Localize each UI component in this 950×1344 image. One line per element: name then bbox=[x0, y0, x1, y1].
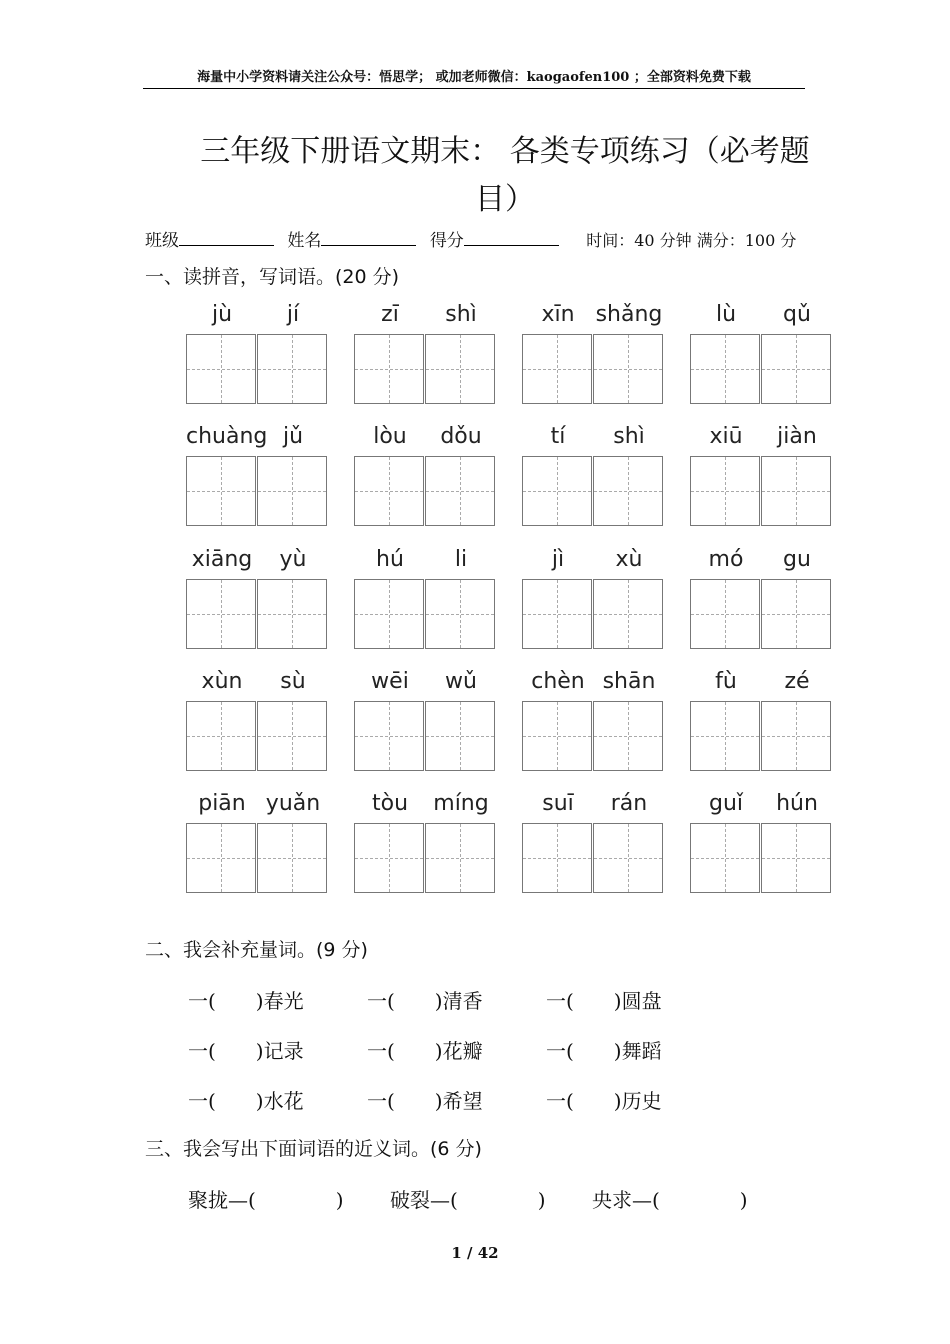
writing-cell[interactable] bbox=[593, 456, 663, 526]
name-blank[interactable] bbox=[321, 230, 416, 246]
writing-cell[interactable] bbox=[425, 579, 495, 649]
writing-cell[interactable] bbox=[522, 334, 592, 404]
measure-word-item[interactable]: 一( )春光 bbox=[188, 989, 304, 1013]
pinyin-label: piān bbox=[198, 791, 246, 816]
pinyin-label: jì bbox=[551, 547, 565, 572]
score-blank[interactable] bbox=[464, 230, 559, 246]
writing-cell[interactable] bbox=[186, 579, 256, 649]
writing-cell[interactable] bbox=[761, 701, 831, 771]
pinyin-label: li bbox=[454, 547, 468, 572]
pinyin-label: zī bbox=[381, 302, 399, 327]
pinyin-label: hún bbox=[776, 791, 818, 816]
pinyin-label: hú bbox=[376, 547, 404, 572]
writing-cell[interactable] bbox=[761, 456, 831, 526]
writing-cell[interactable] bbox=[257, 456, 327, 526]
pinyin-label: qǔ bbox=[783, 302, 811, 327]
page-header: 海量中小学资料请关注公众号：悟思学； 或加老师微信：kaogaofen100 ；全部资料免费下载 bbox=[143, 66, 805, 89]
writing-cell[interactable] bbox=[425, 334, 495, 404]
writing-cell[interactable] bbox=[257, 334, 327, 404]
writing-cell[interactable] bbox=[354, 579, 424, 649]
measure-word-item[interactable]: 一( )舞蹈 bbox=[546, 1039, 662, 1063]
title-line-2: 目） bbox=[475, 182, 535, 217]
class-label: 班级 bbox=[145, 231, 179, 251]
writing-cell[interactable] bbox=[425, 823, 495, 893]
pinyin-label: jí bbox=[286, 302, 300, 327]
measure-word-item[interactable]: 一( )花瓣 bbox=[367, 1039, 483, 1063]
pinyin-label: míng bbox=[433, 791, 489, 816]
pinyin-label: shì bbox=[613, 424, 645, 449]
pinyin-label: chèn bbox=[531, 669, 585, 694]
pinyin-label: xiū bbox=[709, 424, 743, 449]
writing-cell[interactable] bbox=[761, 579, 831, 649]
pinyin-label: rán bbox=[610, 791, 648, 816]
writing-cell[interactable] bbox=[593, 334, 663, 404]
measure-word-item[interactable]: 一( )水花 bbox=[188, 1089, 304, 1113]
pinyin-label: jù bbox=[211, 302, 233, 327]
page-number: 1 / 42 bbox=[451, 1244, 499, 1262]
writing-cell[interactable] bbox=[690, 334, 760, 404]
pinyin-label: lòu bbox=[373, 424, 407, 449]
writing-cell[interactable] bbox=[690, 579, 760, 649]
writing-cell[interactable] bbox=[522, 579, 592, 649]
page-title bbox=[200, 128, 810, 224]
pinyin-label: wēi bbox=[371, 669, 409, 694]
title-line-1: 三年级下册语文期末： 各类专项练习（必考题 bbox=[200, 134, 810, 169]
writing-cell[interactable] bbox=[425, 456, 495, 526]
name-label: 姓名 bbox=[287, 231, 322, 251]
measure-word-item[interactable]: 一( )清香 bbox=[367, 989, 483, 1013]
pinyin-label: xīn bbox=[541, 302, 575, 327]
section-3-title: 三、我会写出下面词语的近义词。(6 分) bbox=[145, 1138, 482, 1160]
score-label: 得分 bbox=[429, 231, 464, 251]
pinyin-label: shì bbox=[445, 302, 477, 327]
writing-cell[interactable] bbox=[186, 823, 256, 893]
writing-cell[interactable] bbox=[593, 823, 663, 893]
writing-cell[interactable] bbox=[522, 701, 592, 771]
writing-cell[interactable] bbox=[354, 456, 424, 526]
pinyin-label: lù bbox=[715, 302, 737, 327]
writing-cell[interactable] bbox=[354, 701, 424, 771]
pinyin-label: yù bbox=[279, 547, 307, 572]
section-1-title: 一、读拼音，写词语。(20 分) bbox=[145, 266, 400, 288]
pinyin-label: wǔ bbox=[445, 669, 477, 694]
writing-cell[interactable] bbox=[425, 701, 495, 771]
measure-word-item[interactable]: 一( )记录 bbox=[188, 1039, 304, 1063]
measure-word-item[interactable]: 一( )希望 bbox=[367, 1089, 483, 1113]
writing-cell[interactable] bbox=[522, 456, 592, 526]
writing-cell[interactable] bbox=[690, 701, 760, 771]
pinyin-label: gu bbox=[783, 547, 811, 572]
writing-cell[interactable] bbox=[593, 701, 663, 771]
synonym-item[interactable]: 央求—( ) bbox=[592, 1188, 748, 1212]
writing-cell[interactable] bbox=[257, 823, 327, 893]
time-info: 时间：40 分钟 满分：100 分 bbox=[586, 231, 797, 250]
writing-cell[interactable] bbox=[690, 456, 760, 526]
pinyin-label: yuǎn bbox=[265, 791, 321, 816]
student-info-line bbox=[145, 226, 845, 251]
measure-word-item[interactable]: 一( )历史 bbox=[546, 1089, 662, 1113]
writing-cell[interactable] bbox=[257, 701, 327, 771]
writing-cell[interactable] bbox=[593, 579, 663, 649]
writing-cell[interactable] bbox=[761, 823, 831, 893]
pinyin-label: guǐ bbox=[708, 791, 744, 816]
writing-cell[interactable] bbox=[257, 579, 327, 649]
writing-cell[interactable] bbox=[761, 334, 831, 404]
pinyin-label: mó bbox=[708, 547, 744, 572]
pinyin-label: xiāng bbox=[191, 547, 253, 572]
pinyin-label: fù bbox=[715, 669, 737, 694]
writing-cell[interactable] bbox=[690, 823, 760, 893]
pinyin-label: jiàn bbox=[777, 424, 817, 449]
writing-cell[interactable] bbox=[186, 334, 256, 404]
section-2-title: 二、我会补充量词。(9 分) bbox=[145, 939, 368, 961]
writing-cell[interactable] bbox=[354, 334, 424, 404]
pinyin-label: chuàng bbox=[186, 424, 268, 449]
pinyin-label: jǔ bbox=[282, 424, 304, 449]
pinyin-label: suī bbox=[542, 791, 574, 816]
pinyin-label: xùn bbox=[201, 669, 243, 694]
pinyin-label: shān bbox=[602, 669, 656, 694]
synonym-item[interactable]: 聚拢—( ) bbox=[188, 1188, 344, 1212]
writing-cell[interactable] bbox=[186, 456, 256, 526]
pinyin-label: dǒu bbox=[440, 424, 482, 449]
pinyin-label: tòu bbox=[371, 791, 409, 816]
measure-word-item[interactable]: 一( )圆盘 bbox=[546, 989, 662, 1013]
writing-cell[interactable] bbox=[522, 823, 592, 893]
synonym-item[interactable]: 破裂—( ) bbox=[390, 1188, 546, 1212]
pinyin-label: shǎng bbox=[595, 302, 663, 327]
pinyin-label: sù bbox=[280, 669, 306, 694]
writing-cell[interactable] bbox=[354, 823, 424, 893]
pinyin-label: tí bbox=[550, 424, 566, 449]
pinyin-label: zé bbox=[784, 669, 810, 694]
pinyin-label: xù bbox=[615, 547, 643, 572]
class-blank[interactable] bbox=[179, 230, 274, 246]
writing-cell[interactable] bbox=[186, 701, 256, 771]
